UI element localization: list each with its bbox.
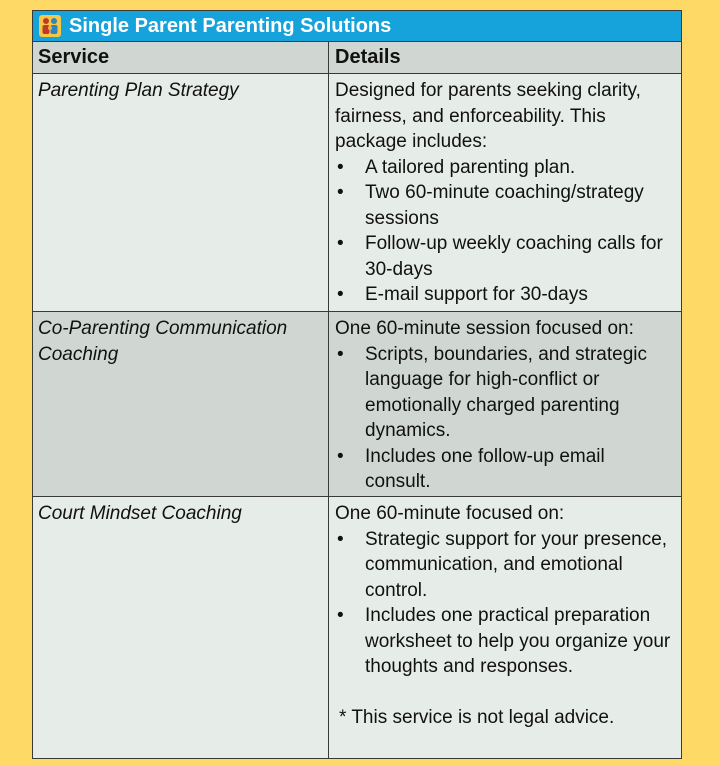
service-name: Co-Parenting Communication Coaching bbox=[33, 312, 329, 496]
disclaimer-note: * This service is not legal advice. bbox=[339, 706, 615, 728]
table-row bbox=[33, 497, 681, 758]
service-details bbox=[329, 312, 681, 496]
details-list bbox=[335, 527, 673, 680]
list-item: • Includes one follow-up email consult. bbox=[335, 444, 673, 495]
list-item: • E-mail support for 30-days bbox=[335, 282, 673, 308]
list-item: • Includes one practical preparation worksheet to help you organize your thoughts and responses. bbox=[335, 603, 673, 680]
details-intro: Designed for parents seeking clarity, fairness, and enforceability. This package includes: bbox=[335, 80, 641, 152]
header-row bbox=[33, 42, 681, 74]
services-table bbox=[32, 10, 682, 759]
service-details bbox=[329, 497, 681, 758]
list-item: • Scripts, boundaries, and strategic language for high-conflict or emotionally charged parenting dynamics. bbox=[335, 342, 673, 444]
service-name: Court Mindset Coaching bbox=[33, 497, 329, 758]
list-item: • Follow-up weekly coaching calls for 30-days bbox=[335, 231, 673, 282]
family-icon bbox=[39, 15, 61, 37]
details-list bbox=[335, 342, 673, 495]
details-intro: One 60-minute focused on: bbox=[335, 503, 565, 524]
service-details bbox=[329, 74, 681, 311]
list-item: • Two 60-minute coaching/strategy sessions bbox=[335, 180, 673, 231]
list-item: • Strategic support for your presence, communication, and emotional control. bbox=[335, 527, 673, 604]
table-title-bar bbox=[33, 11, 681, 42]
service-name: Parenting Plan Strategy bbox=[33, 74, 329, 311]
details-intro: One 60-minute session focused on: bbox=[335, 318, 634, 339]
table-title: Single Parent Parenting Solutions bbox=[69, 14, 392, 37]
column-header-details: Details bbox=[335, 46, 401, 68]
table-row bbox=[33, 74, 681, 312]
column-header-service: Service bbox=[33, 42, 329, 73]
details-list bbox=[335, 155, 673, 308]
table-row bbox=[33, 312, 681, 497]
list-item: • A tailored parenting plan. bbox=[335, 155, 673, 181]
